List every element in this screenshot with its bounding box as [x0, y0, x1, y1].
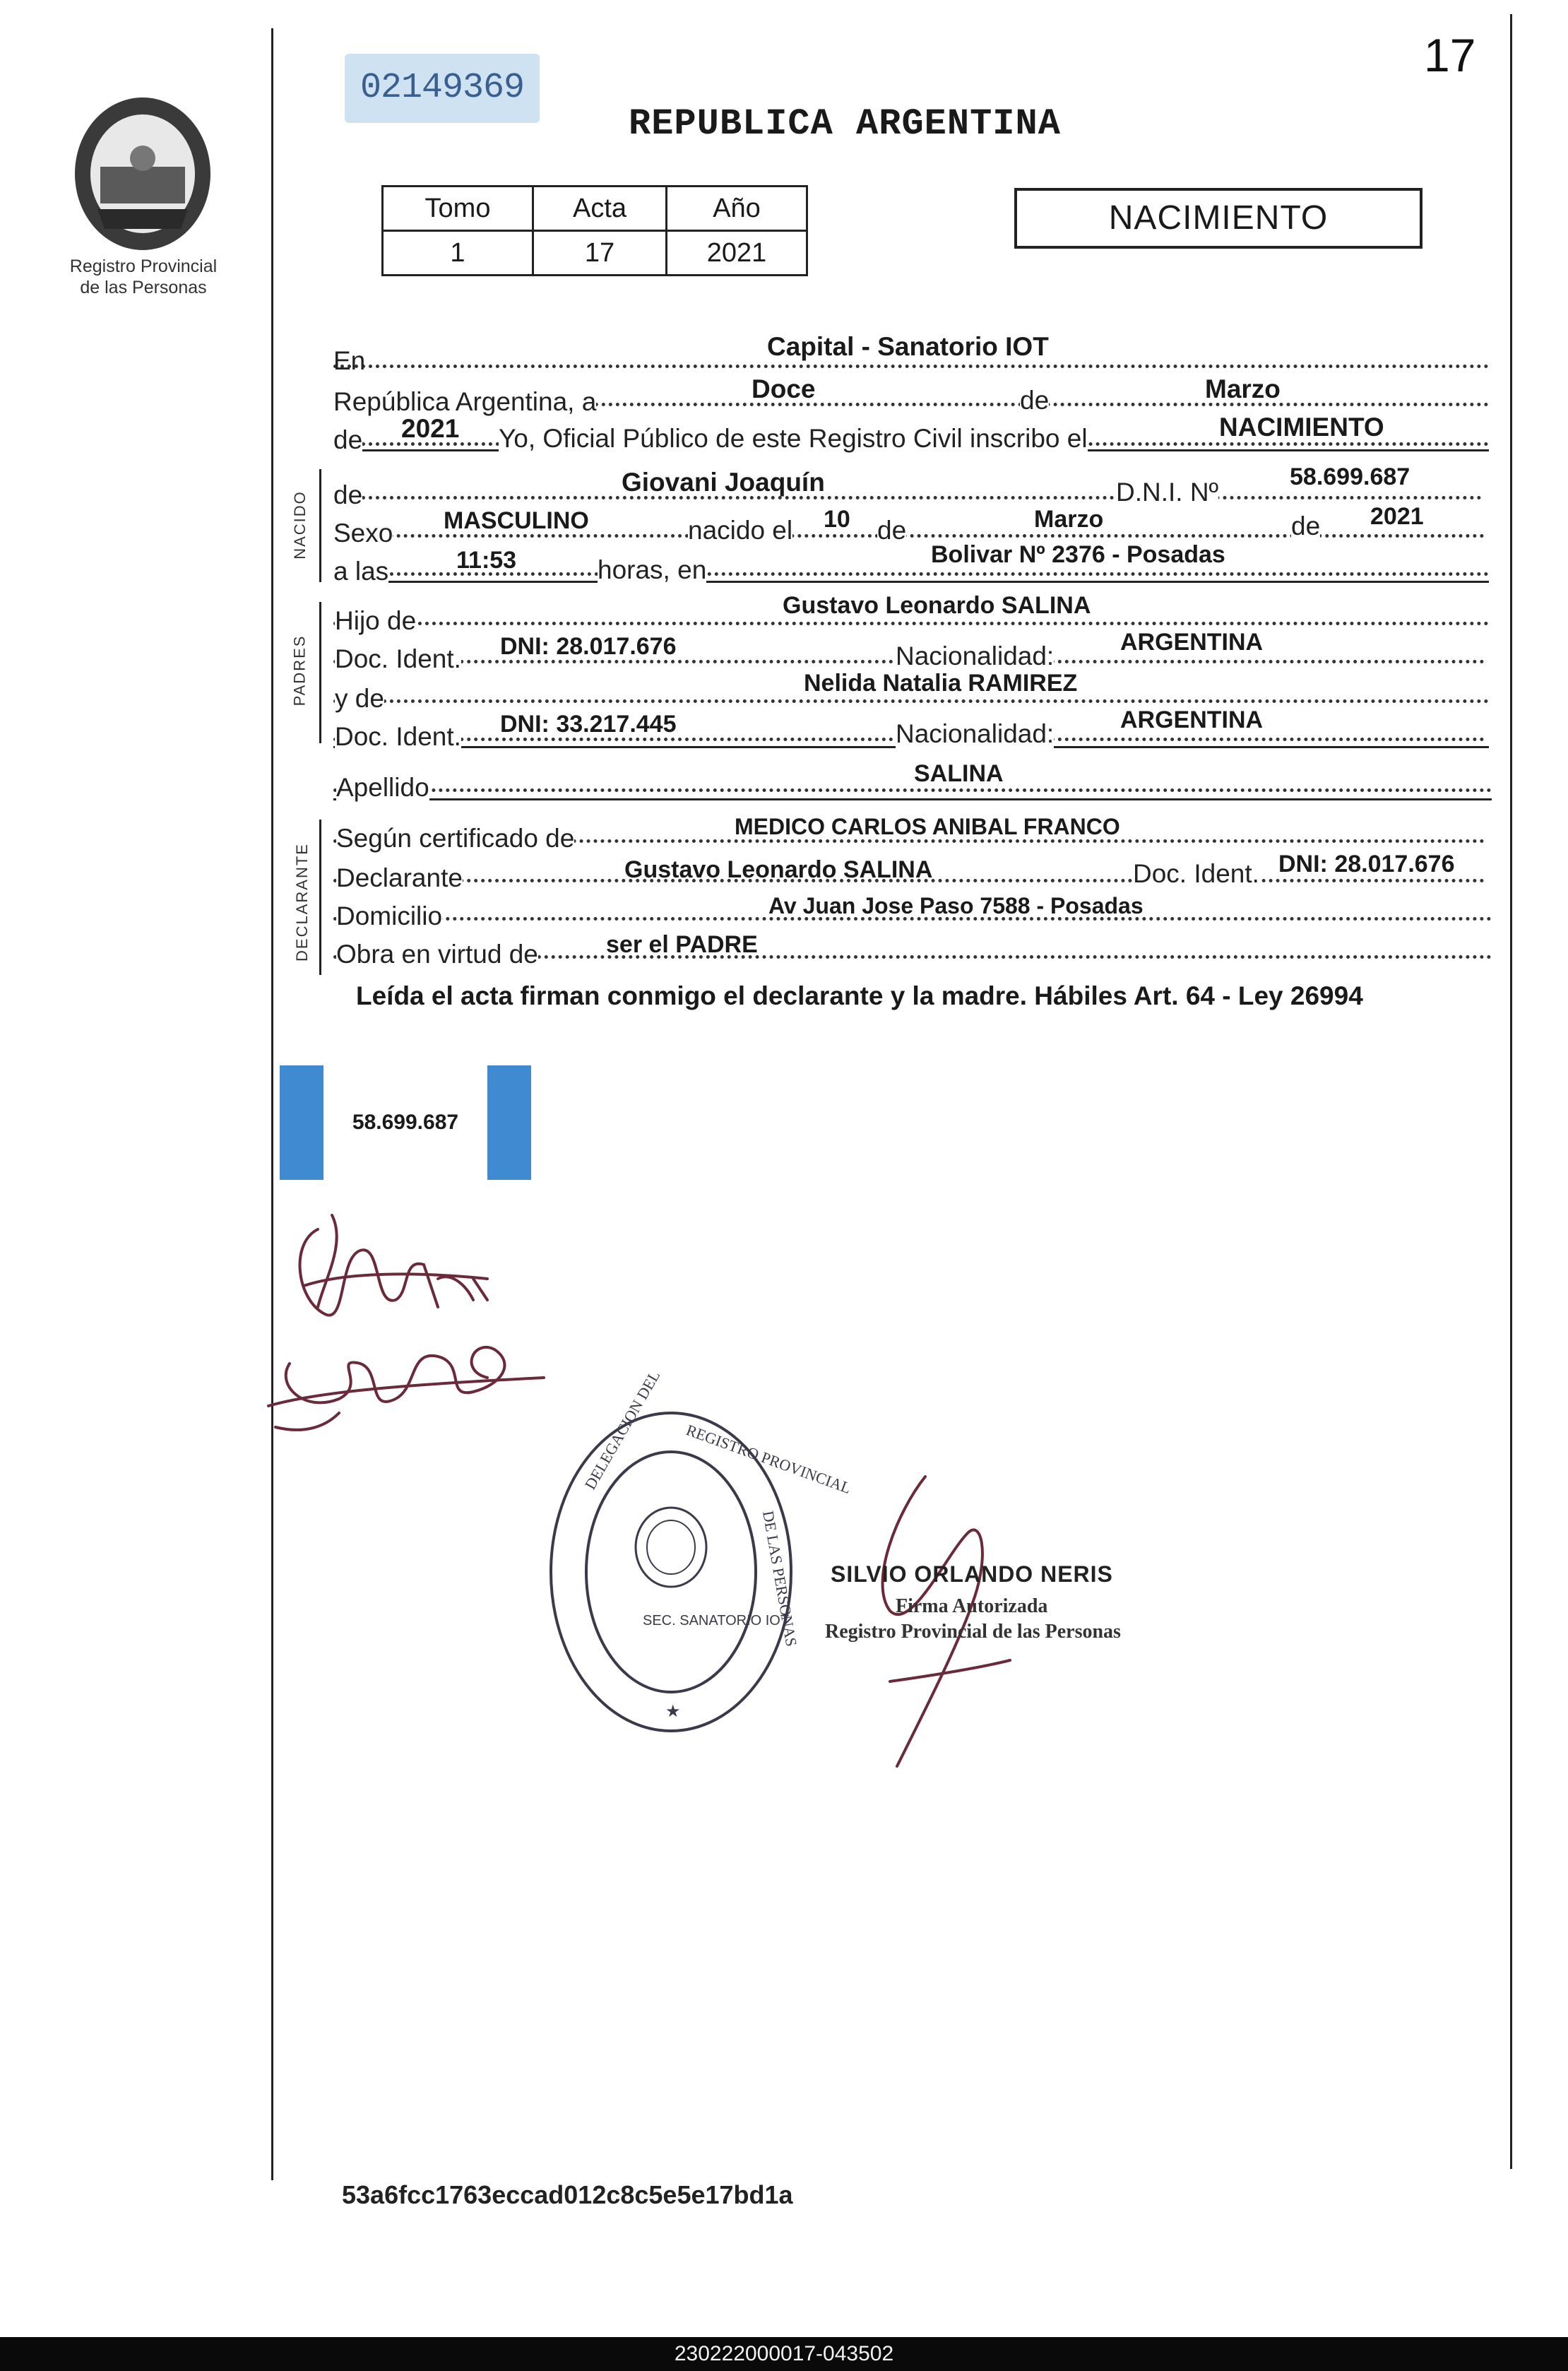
- acta-header: Acta: [533, 187, 667, 231]
- birth-day-value: 10: [824, 506, 850, 533]
- declarante-label: Declarante: [336, 863, 463, 892]
- a-las-label: a las: [333, 557, 389, 586]
- dotted-line: [333, 619, 1489, 625]
- country-label: República Argentina, a: [333, 387, 597, 416]
- obra-label: Obra en virtud de: [336, 940, 538, 969]
- acta-value: 17: [533, 231, 667, 276]
- mother-nationality-label: Nacionalidad:: [896, 719, 1055, 748]
- svg-text:★: ★: [665, 1701, 681, 1721]
- mother-doc-label: Doc. Ident.: [335, 722, 461, 751]
- officer-name: SILVIO ORLANDO NERIS: [831, 1561, 1113, 1587]
- officer-handwritten-signature: [826, 1470, 1052, 1823]
- birth-place-value: Bolivar Nº 2376 - Posadas: [931, 541, 1225, 568]
- declarante-value: Gustavo Leonardo SALINA: [624, 856, 933, 883]
- declarante-section-label: DECLARANTE: [292, 843, 311, 962]
- apellido-label: Apellido: [336, 773, 429, 802]
- dotted-line: [333, 493, 1482, 499]
- province-seal-logo: [69, 90, 216, 253]
- en-value: Capital - Sanatorio IOT: [767, 332, 1049, 361]
- inscribe-value: NACIMIENTO: [1219, 413, 1384, 442]
- year-value: 2021: [401, 414, 460, 443]
- registry-caption-line1: Registro Provincial: [69, 256, 218, 276]
- anio-header: Año: [667, 187, 807, 231]
- father-doc-value: DNI: 28.017.676: [500, 633, 677, 660]
- cert-label: Según certificado de: [336, 824, 575, 853]
- child-dni-value: 58.699.687: [1290, 463, 1410, 490]
- father-nationality-label: Nacionalidad:: [896, 641, 1055, 670]
- mother-doc-value: DNI: 33.217.445: [500, 711, 677, 738]
- section-bar: [319, 602, 321, 743]
- document-type-box: NACIMIENTO: [1014, 188, 1423, 249]
- page-number: 17: [1424, 29, 1476, 81]
- father-doc-label: Doc. Ident.: [335, 644, 461, 673]
- officer-organization: Registro Provincial de las Personas: [825, 1621, 1121, 1643]
- nacido-de-label-3: de: [1291, 512, 1321, 540]
- birth-month-value: Marzo: [1034, 506, 1104, 533]
- father-name-value: Gustavo Leonardo SALINA: [783, 592, 1091, 619]
- right-margin-line: [1510, 14, 1512, 2169]
- nacido-section-label: NACIDO: [290, 490, 309, 560]
- officer-role: Firma Autorizada: [896, 1595, 1048, 1617]
- mother-nationality-value: ARGENTINA: [1120, 706, 1264, 733]
- section-divider: [333, 581, 1489, 583]
- sticker-number: 58.699.687: [352, 1111, 459, 1134]
- birth-time-value: 11:53: [456, 547, 517, 574]
- svg-text:DELEGACION DEL: DELEGACION DEL: [581, 1367, 664, 1493]
- dotted-line: [333, 786, 1492, 792]
- serial-number-stamp: 02149369: [345, 54, 540, 123]
- handwritten-signatures: [261, 1201, 565, 1470]
- section-bar: [319, 820, 321, 975]
- birth-year-value: 2021: [1370, 503, 1424, 530]
- dni-label: D.N.I. Nº: [1116, 478, 1219, 507]
- dotted-line: [333, 362, 1489, 368]
- volume-table: [381, 185, 808, 276]
- declarante-doc-label: Doc. Ident.: [1133, 859, 1259, 888]
- svg-text:DE LAS PERSONAS: DE LAS PERSONAS: [759, 1509, 801, 1648]
- dotted-line: [333, 697, 1489, 703]
- tomo-header: Tomo: [383, 187, 533, 231]
- nacido-de-label: de: [333, 480, 363, 509]
- sexo-value: MASCULINO: [444, 507, 589, 534]
- anio-value: 2021: [667, 231, 807, 276]
- y-de-label: y de: [335, 684, 384, 713]
- volume-value-row: [383, 231, 807, 276]
- cert-value: MEDICO CARLOS ANIBAL FRANCO: [735, 814, 1120, 839]
- de-label: de: [1020, 386, 1050, 415]
- month-value: Marzo: [1205, 374, 1281, 403]
- domicilio-label: Domicilio: [336, 901, 443, 930]
- volume-header-row: [383, 187, 807, 231]
- nacido-de-label-2: de: [877, 516, 907, 545]
- id-number-sticker: [280, 1065, 531, 1180]
- father-nationality-value: ARGENTINA: [1120, 629, 1264, 656]
- nacido-el-label: nacido el: [688, 516, 793, 545]
- tomo-value: 1: [383, 231, 533, 276]
- day-value: Doce: [752, 374, 816, 403]
- en-label: En: [333, 346, 366, 375]
- country-title: REPUBLICA ARGENTINA: [629, 103, 1061, 145]
- inscribe-text: Yo, Oficial Público de este Registro Civil inscribo el: [499, 424, 1088, 453]
- obra-value: ser el PADRE: [606, 931, 758, 958]
- apellido-value: SALINA: [914, 760, 1004, 787]
- left-margin-line: [271, 28, 273, 2180]
- sexo-label: Sexo: [333, 519, 393, 548]
- year-prefix-label: de: [333, 425, 363, 454]
- registry-caption: [41, 256, 246, 298]
- padres-section-label: PADRES: [290, 634, 309, 706]
- domicilio-value: Av Juan Jose Paso 7588 - Posadas: [768, 893, 1144, 918]
- section-divider: [333, 798, 1492, 800]
- hijo-de-label: Hijo de: [335, 606, 417, 635]
- horas-label: horas, en: [598, 555, 707, 584]
- declarante-doc-value: DNI: 28.017.676: [1278, 851, 1455, 877]
- footer-code: 230222000017-043502: [674, 2342, 894, 2365]
- svg-text:SEC. SANATORIO IOT: SEC. SANATORIO IOT: [643, 1613, 790, 1628]
- closing-statement: Leída el acta firman conmigo el declarante y la madre. Hábiles Art. 64 - Ley 26994: [356, 981, 1363, 1010]
- registry-delegation-seal: [544, 1367, 854, 1738]
- mother-name-value: Nelida Natalia RAMIREZ: [804, 670, 1078, 697]
- section-bar: [319, 469, 321, 582]
- registry-caption-line2: de las Personas: [80, 278, 207, 297]
- child-name-value: Giovani Joaquín: [622, 468, 825, 497]
- document-hash: 53a6fcc1763eccad012c8c5e5e17bd1a: [342, 2180, 793, 2209]
- svg-text:REGISTRO PROVINCIAL: REGISTRO PROVINCIAL: [684, 1421, 854, 1497]
